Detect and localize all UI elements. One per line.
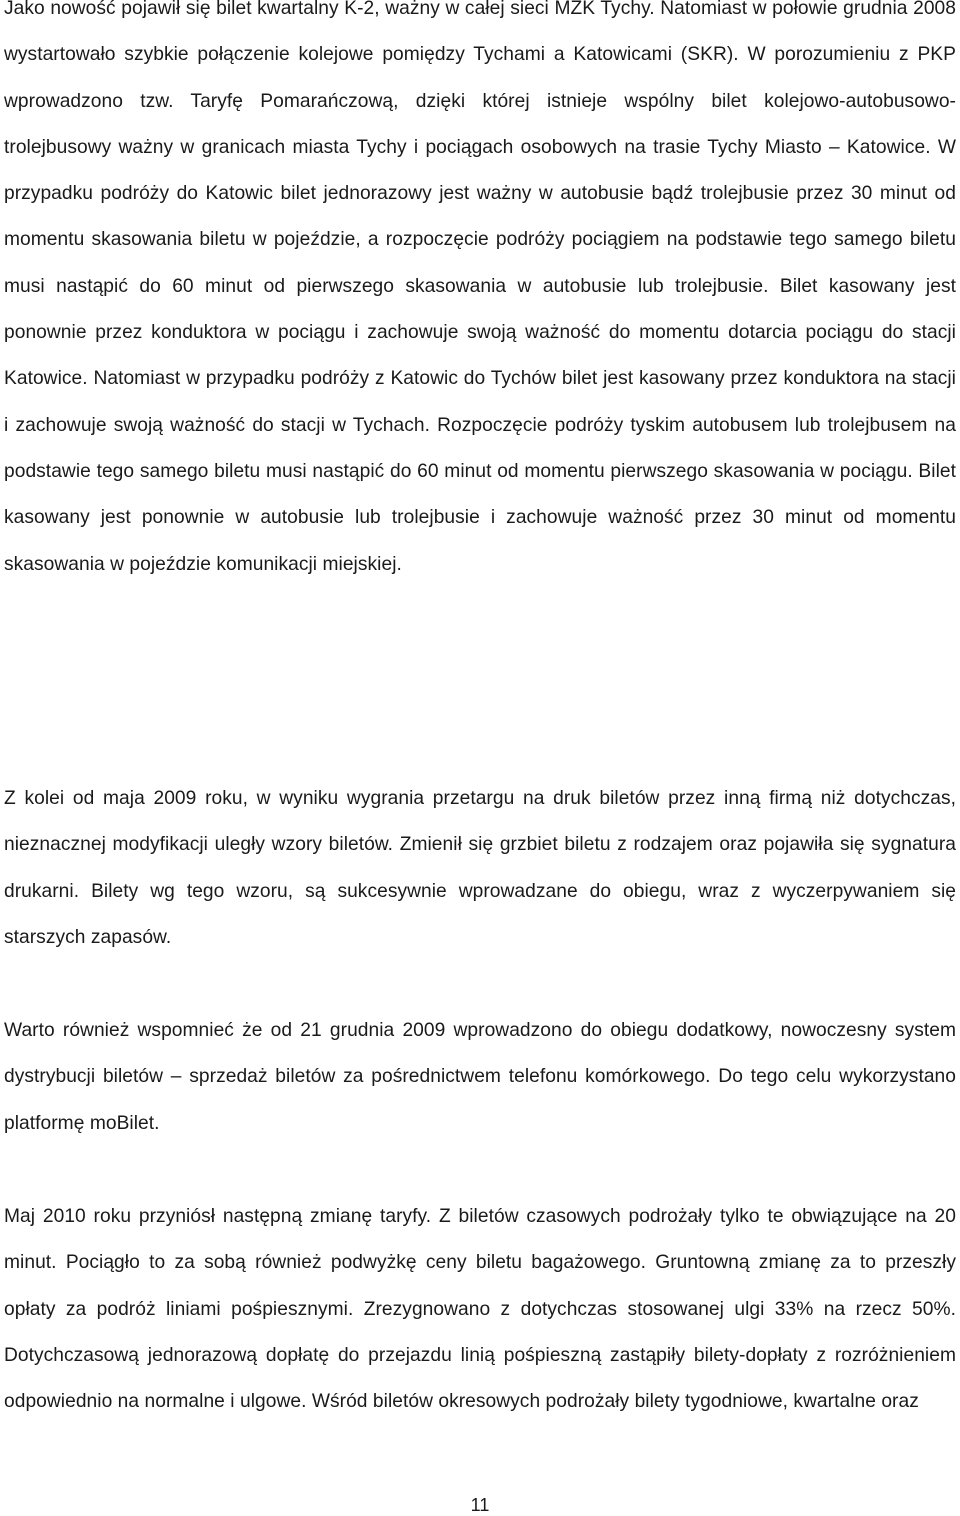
page-number: 11 bbox=[470, 1495, 490, 1515]
paragraph-tickets-orange-tariff: Jako nowość pojawił się bilet kwartalny K-2, ważny w całej sieci MZK Tychy. Natomiast w połowie grudnia 2008 wystartowało szybkie połączenie kolejowe pomiędzy Tychami a Katowicami (SKR). W porozumieniu z PKP wprowadzono tzw. Taryfę Pomarańczową, dzięki której istnieje wspólny bilet kolejowo-autobusowo-trolejbusowy ważny w granicach miasta Tychy i pociągach osobowych na trasie Tychy Miasto – Katowice. W przypadku podróży do Katowic bilet jednorazowy jest ważny w autobusie bądź trolejbusie przez 30 minut od momentu skasowania biletu w pojeździe, a rozpoczęcie podróży pociągiem na podstawie tego samego biletu musi nastąpić do 60 minut od pierwszego skasowania w autobusie lub trolejbusie. Bilet kasowany jest ponownie przez konduktora w pociągu i zachowuje swoją ważność do momentu dotarcia pociągu do stacji Katowice. Natomiast w przypadku podróży z Katowic do Tychów bilet jest kasowany przez konduktora na stacji i zachowuje swoją ważność do stacji w Tychach. Rozpoczęcie podróży tyskim autobusem lub trolejbusem na podstawie tego samego biletu musi nastąpić do 60 minut od momentu pierwszego skasowania w pociągu. Bilet kasowany jest ponownie w autobusie lub trolejbusie i zachowuje ważność przez 30 minut od momentu skasowania w pojeździe komunikacji miejskiej. bbox=[4, 0, 956, 575]
paragraph-ticket-design-change: Z kolei od maja 2009 roku, w wyniku wygrania przetargu na druk biletów przez inną firmą niż dotychczas, nieznacznej modyfikacji uległy wzory biletów. Zmienił się grzbiet biletu z rodzajem oraz pojawiła się sygnatura drukarni. Bilety wg tego wzoru, są sukcesywnie wprowadzane do obiegu, wraz z wyczerpywaniem się starszych zapasów. bbox=[4, 788, 956, 948]
paragraph-mobilet: Warto również wspomnieć że od 21 grudnia 2009 wprowadzono do obiegu dodatkowy, nowoczesny system dystrybucji biletów – sprzedaż biletów za pośrednictwem telefonu komórkowego. Do tego celu wykorzystano platformę moBilet. bbox=[4, 1020, 956, 1134]
paragraph-tariff-change-2010: Maj 2010 roku przyniósł następną zmianę taryfy. Z biletów czasowych podrożały tylko te obwiązujące na 20 minut. Pociągło to za sobą również podwyżkę ceny biletu bagażowego. Gruntowną zmianę za to przeszły opłaty za podróż liniami pośpiesznymi. Zrezygnowano z dotychczas stosowanej ulgi 33% na rzecz 50%. Dotychczasową jednorazową dopłatę do przejazdu linią pośpieszną zastąpiły bilety-dopłaty z rozróżnieniem odpowiednio na normalne i ulgowe. Wśród biletów okresowych podrożały bilety tygodniowe, kwartalne oraz bbox=[4, 1206, 956, 1413]
